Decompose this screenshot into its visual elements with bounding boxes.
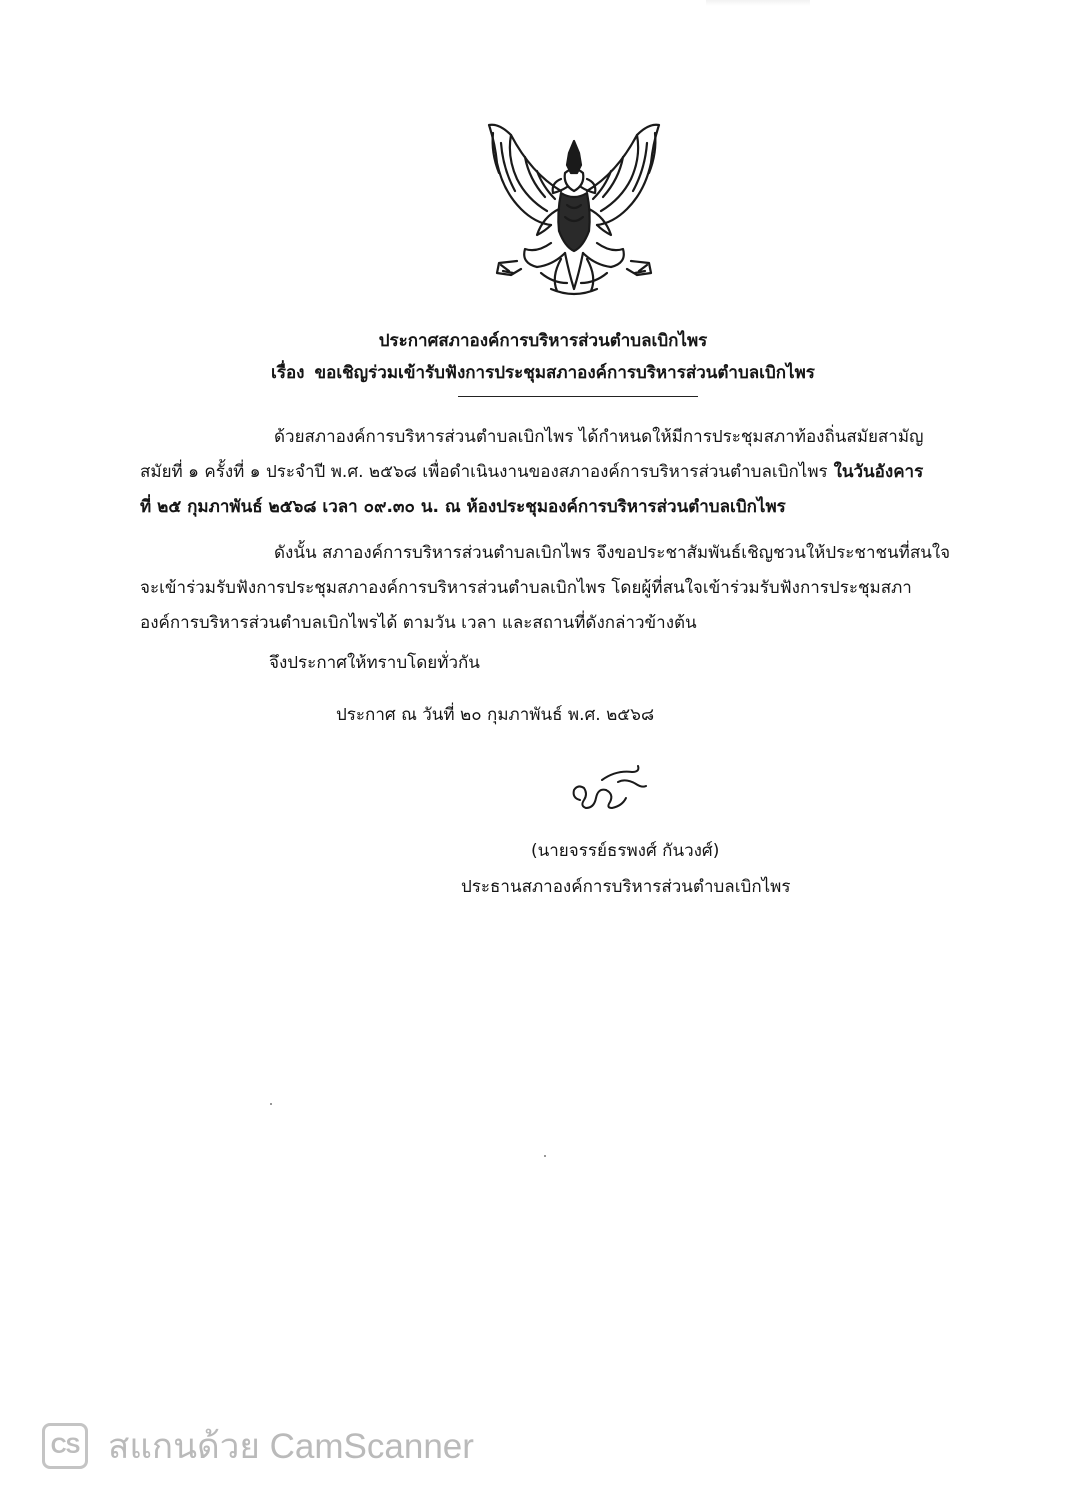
signatory-name: (นายจรรย์ธรพงศ์ กันวงศ์) [531,841,720,861]
closing-statement: จึงประกาศให้ทราบโดยทั่วกัน [269,653,480,673]
paragraph1-line1: ด้วยสภาองค์การบริหารส่วนตำบลเบิกไพร ได้กำหนดให้มีการประชุมสภาท้องถิ่นสมัยสามัญ [274,427,924,447]
paragraph1-line2 [140,455,1008,490]
paragraph1-line2-day: ในวันอังคาร [827,462,924,482]
subject-line [0,357,1086,389]
watermark-text: สแกนด้วย CamScanner [108,1426,474,1466]
scan-speck [544,1155,546,1157]
paragraph2-line3: องค์การบริหารส่วนตำบลเบิกไพรได้ ตามวัน เวลา และสถานที่ดังกล่าวข้างต้น [140,613,697,633]
title-divider [458,396,698,397]
signatory-title: ประธานสภาองค์การบริหารส่วนตำบลเบิกไพร [461,877,791,897]
paragraph2-line1: ดังนั้น สภาองค์การบริหารส่วนตำบลเบิกไพร จึงขอประชาสัมพันธ์เชิญชวนให้ประชาชนที่สนใจ [274,543,951,563]
subject-text: ขอเชิญร่วมเข้ารับฟังการประชุมสภาองค์การบริหารส่วนตำบลเบิกไพร [314,363,815,383]
camscanner-watermark [42,1420,474,1472]
announcement-header [0,325,1086,389]
subject-label: เรื่อง [271,363,305,383]
handwritten-signature [566,758,656,818]
announcement-title: ประกาศสภาองค์การบริหารส่วนตำบลเบิกไพร [378,331,708,351]
paragraph2-line2: จะเข้าร่วมรับฟังการประชุมสภาองค์การบริหารส่วนตำบลเบิกไพร โดยผู้ที่สนใจเข้าร่วมรับฟังการประชุมสภา [140,578,912,598]
paragraph-meeting-details [140,420,1008,525]
announcement-date: ประกาศ ณ วันที่ ๒๐ กุมภาพันธ์ พ.ศ. ๒๕๖๘ [336,705,655,725]
paragraph1-line2-text: สมัยที่ ๑ ครั้งที่ ๑ ประจำปี พ.ศ. ๒๕๖๘ เพื่อดำเนินงานของสภาองค์การบริหารส่วนตำบลเบิกไพร [140,462,828,482]
scan-smudge [706,0,810,6]
garuda-emblem-icon [481,113,667,303]
camscanner-logo-icon: CS [42,1423,88,1469]
paragraph1-line3: ที่ ๒๕ กุมภาพันธ์ ๒๕๖๘ เวลา ๐๙.๓๐ น. ณ ห้องประชุมองค์การบริหารส่วนตำบลเบิกไพร [140,497,786,517]
scan-speck [270,1103,272,1105]
paragraph-invitation [140,536,1008,641]
